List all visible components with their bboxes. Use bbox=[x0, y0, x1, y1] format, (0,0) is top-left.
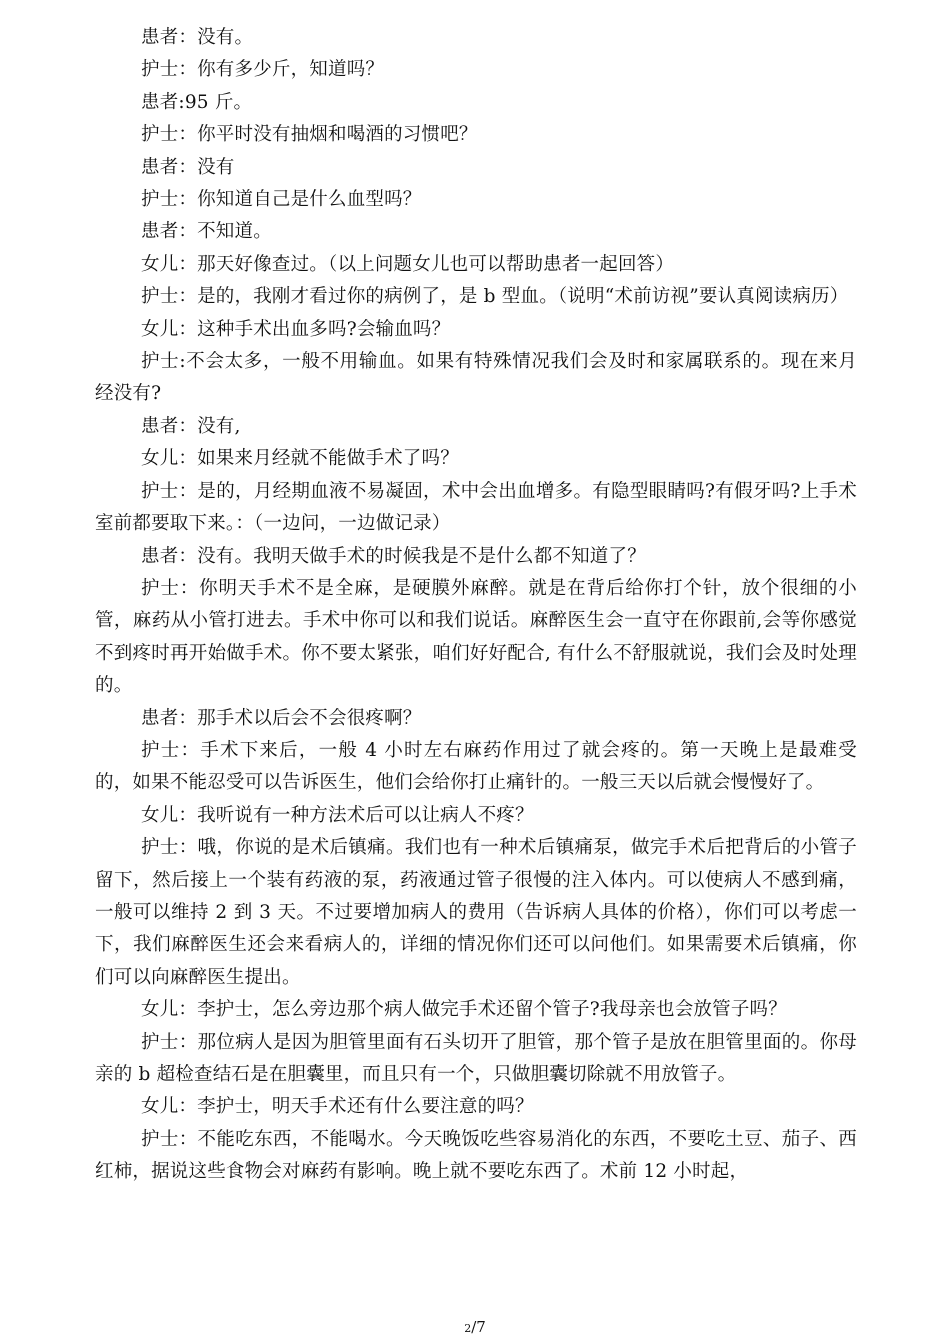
paragraph: 患者：没有。 bbox=[141, 27, 254, 48]
paragraph: 护士：那位病人是因为胆管里面有石头切开了胆管，那个管子是放在胆管里面的。你母亲的 b 超检查结石是在胆囊里，而且只有一个，只做胆囊切除就不用放管子。 bbox=[95, 1031, 857, 1085]
document-body bbox=[95, 22, 857, 1189]
paragraph: 护士：你知道自己是什么血型吗？ bbox=[141, 189, 422, 211]
page-number bbox=[0, 1318, 950, 1338]
paragraph: 患者：不知道。 bbox=[141, 221, 272, 243]
paragraph: 患者：那手术以后会不会很疼啊？ bbox=[141, 707, 422, 729]
paragraph: 护士：你明天手术不是全麻，是硬膜外麻醉。就是在背后给你打个针，放个很细的小管，麻药从小管打进去。手术中你可以和我们说话。麻醉医生会一直守在你跟前,会等你感觉不到疼时再开始做手术。你不要太紧张，咱们好好配合, 有什么不舒服就说，我们会及时处理的。 bbox=[95, 577, 857, 697]
paragraph: 护士：是的，月经期血液不易凝固，术中会出血增多。有隐型眼睛吗?有假牙吗?上手术室前都要取下来。：（一边问，一边做记录） bbox=[95, 480, 857, 535]
paragraph: 护士：哦，你说的是术后镇痛。我们也有一种术后镇痛泵，做完手术后把背后的小管子留下，然后接上一个装有药液的泵，药液通过管子很慢的注入体内。可以使病人不感到痛，一般可以维持 2 到 3 天。不过要增加病人的费用（告诉病人具体的价格），你们可以考虑一下，我们麻醉医生还会来看病人的，详细的情况你们还可以问他们。如果需要术后镇痛，你们可以向麻醉医生提出。 bbox=[95, 837, 857, 988]
paragraph: 护士：你平时没有抽烟和喝酒的习惯吧？ bbox=[141, 124, 478, 146]
paragraph: 女儿：我听说有一种方法术后可以让病人不疼？ bbox=[141, 804, 534, 826]
paragraph: 女儿：那天好像查过。（以上问题女儿也可以帮助患者一起回答） bbox=[141, 253, 675, 275]
paragraph: 护士:不会太多，一般不用输血。如果有特殊情况我们会及时和家属联系的。现在来月经没有? bbox=[95, 351, 857, 405]
paragraph: 患者:95 斤。 bbox=[141, 91, 253, 113]
paragraph: 护士：手术下来后，一般 4 小时左右麻药作用过了就会疼的。第一天晚上是最难受的，如果不能忍受可以告诉医生，他们会给你打止痛针的。一般三天以后就会慢慢好了。 bbox=[95, 739, 857, 794]
paragraph: 女儿：如果来月经就不能做手术了吗？ bbox=[141, 448, 459, 470]
paragraph: 护士：你有多少斤，知道吗？ bbox=[141, 59, 385, 81]
paragraph: 女儿：李护士，怎么旁边那个病人做完手术还留个管子?我母亲也会放管子吗？ bbox=[141, 999, 787, 1021]
paragraph: 患者：没有 bbox=[141, 156, 235, 178]
total-pages: /7 bbox=[471, 1318, 486, 1336]
paragraph: 患者：没有。我明天做手术的时候我是不是什么都不知道了？ bbox=[141, 545, 646, 567]
paragraph: 患者：没有, bbox=[141, 415, 241, 437]
paragraph: 护士：不能吃东西，不能喝水。今天晚饭吃些容易消化的东西，不要吃土豆、茄子、西红柿，据说这些食物会对麻药有影响。晚上就不要吃东西了。术前 12 小时起， bbox=[95, 1128, 857, 1183]
paragraph: 女儿：李护士，明天手术还有什么要注意的吗？ bbox=[141, 1096, 534, 1118]
current-page: 2 bbox=[464, 1322, 472, 1335]
paragraph: 护士：是的，我刚才看过你的病例了，是 b 型血。（说明“术前访视”要认真阅读病历） bbox=[141, 286, 849, 308]
paragraph: 女儿：这种手术出血多吗?会输血吗？ bbox=[141, 318, 451, 340]
